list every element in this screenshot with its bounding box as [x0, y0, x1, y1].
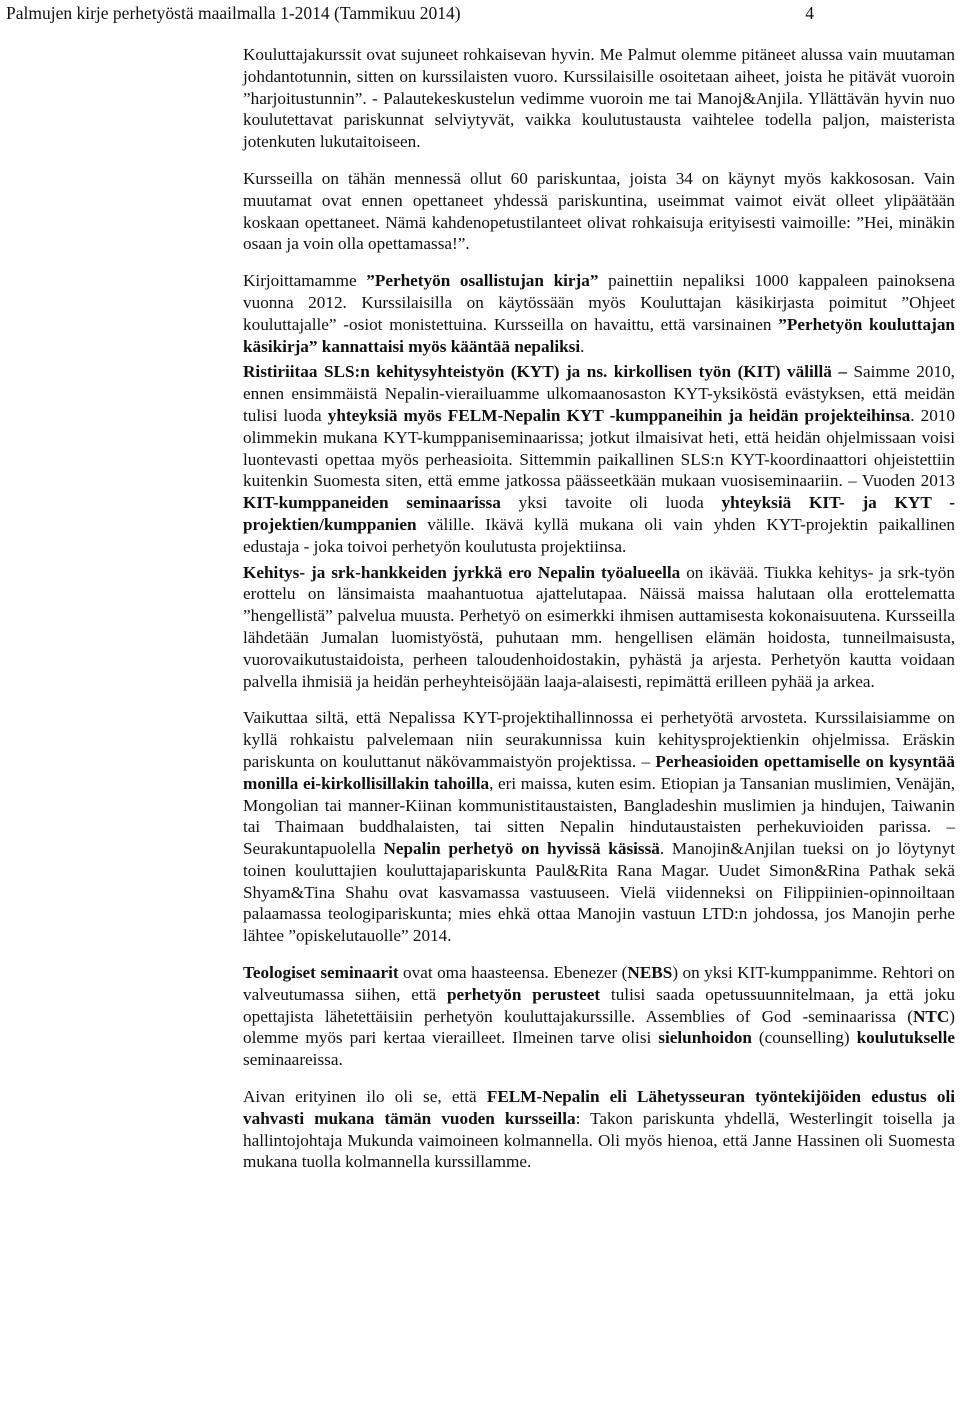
text-segment: Saimme 2010, ennen ensimmäistä Nepalin-vierailuamme ulkomaanosaston KYT-yksiköstä evästyksen, että meidän tulisi luoda [243, 362, 955, 425]
paragraph-1 [243, 44, 955, 153]
text-segment: , eri maissa, kuten esim. Etiopian ja Tansanian muslimien, Venäjän, Mongolian tai manner-Kiinan kommunistitaustaisten, Bangladeshin muslimien ja hindujen, Taiwanin tai Thaimaan buddhalaisten, tai sitten Nepalin hindutaustaisten perhekuvioiden parissa. – Seurakuntapuolella [243, 773, 955, 859]
paragraph-6 [243, 707, 955, 947]
text-segment: ovat oma haasteensa. Ebenezer ( [398, 963, 628, 983]
text-segment: tulisi saada opetussuunnitelmaan, ja että joku opettajista lähetettäisiin perhetyön kouluttajakurssille. Assemblies of God -seminaarissa ( [243, 984, 955, 1026]
text-segment: Kursseilla on tähän mennessä ollut 60 pariskuntaa, joista 34 on käynyt myös kakkososan. Vain muutamat ovat ennen opettaneet yhdessä pariskuntina, useimmat vaimot eivät olleet ylipäätään koskaan opettaneet. Nämä kahdenopetustilanteet olivat rohkaisuja erityisesti vaimoille: ”Hei, minäkin osaan ja voin olla opettamassa!”. [243, 168, 955, 254]
body-text [243, 44, 955, 1188]
text-segment: seminaareissa. [243, 1050, 343, 1070]
text-segment: Vaikuttaa siltä, että Nepalissa KYT-projektihallinnossa ei perhetyötä arvosteta. Kurssilaisiamme on kyllä rohkaistu palvelemaan niin seurakunnissa kuin kehitysprojektienkin ohjelmissa. Eräskin pariskunta on kouluttanut näkövammaistyön projektissa. – [243, 708, 955, 771]
bold-text-segment: yhteyksiä KIT- ja KYT -projektien/kumppanien [243, 493, 955, 534]
paragraph-4 [243, 361, 955, 557]
text-segment: välille. Ikävä kyllä mukana oli vain yhden KYT-projektin paikallinen edustaja - joka toivoi perhetyön koulutusta projektiinsa. [243, 514, 955, 556]
bold-text-segment: Nepalin perhetyö on hyvissä käsissä [383, 839, 660, 859]
bold-text-segment: FELM-Nepalin eli Lähetysseuran työntekijöiden edustus oli vahvasti mukana tämän vuoden kursseilla [243, 1087, 955, 1128]
text-segment: yksi tavoite oli luoda [500, 493, 722, 513]
bold-text-segment: NEBS [627, 963, 673, 983]
page-header [6, 2, 814, 24]
text-segment: . Manojin&Anjilan tueksi on jo löytynyt toinen kouluttajien kouluttajapariskunta Paul&Rita Rana Magar. Uudet Simon&Rina Pathak sekä Shyam&Tina Shahu ovat kasvamassa vastuuseen. Vielä viidenneksi on Filippiinien-opinnoiltaan palaamassa teologipariskunta; mies ehkä ottaa Manojin vastuun LTD:n johdossa, jos Manojin perhe lähtee ”opiskelutauolle” 2014. [243, 839, 956, 946]
bold-text-segment: NTC [912, 1006, 950, 1026]
bold-text-segment: koulutukselle [856, 1028, 955, 1048]
text-segment: painettiin nepaliksi 1000 kappaleen painoksena vuonna 2012. Kurssilaisilla on käytössään myös Kouluttajan käsikirjasta poimitut ”Ohjeet kouluttajalle” -osiot monistettuina. Kursseilla on havaittu, että varsinainen [243, 271, 955, 334]
bold-text-segment: Perheasioiden opettamiselle on kysyntää monilla ei-kirkollisillakin tahoilla [243, 751, 955, 793]
text-segment: Aivan erityinen ilo oli se, että [243, 1087, 487, 1107]
bold-text-segment: ”Perhetyön osallistujan kirja” [366, 271, 599, 291]
text-segment: ) olemme myös pari kertaa vierailleet. Ilmeinen tarve olisi [243, 1006, 955, 1048]
text-segment: on ikävää. Tiukka kehitys- ja srk-työn erottelu on länsimaista maahantuotua ajattelutapaa. Näissä maissa halutaan olla erottelematta ”hengellistä” palvelua muusta. Perhetyö on esimerkki ihmisen auttamisesta kokonaisuutena. Kursseilla lähdetään Jumalan luomistyöstä, puhutaan mm. hengellisen elämän hoidosta, tunneilmaisusta, vuorovaikutustaidoista, perheen taloudenhoidostakin, pyhästä ja arjesta. Perhetyön kautta voidaan palvella ihmisiä ja heidän perheyhteisöjään laaja-alaisesti, repimättä erilleen pyhää ja arkea. [243, 562, 955, 691]
bold-text-segment: yhteyksiä myös FELM-Nepalin KYT -kumppaneihin ja heidän projekteihinsa [327, 405, 911, 425]
bold-text-segment: – [838, 362, 847, 382]
bold-text-segment: ”Perhetyön kouluttajan käsikirja” kannattaisi myös kääntää nepaliksi [243, 314, 955, 356]
header-title: Palmujen kirje perhetyöstä maailmalla 1-2014 (Tammikuu 2014) [6, 3, 461, 23]
bold-text-segment: Kehitys- ja srk-hankkeiden jyrkkä ero Nepalin työalueella [243, 562, 681, 582]
text-segment: (counselling) [751, 1028, 857, 1048]
paragraph-3 [243, 270, 955, 357]
bold-text-segment: sielunhoidon [658, 1028, 752, 1048]
bold-text-segment: perhetyön perusteet [446, 984, 601, 1004]
bold-text-segment: Ristiriitaa SLS:n kehitysyhteistyön (KYT) ja ns. kirkollisen työn (KIT) välillä [243, 362, 832, 382]
paragraph-2 [243, 168, 955, 255]
bold-text-segment: Teologiset seminaarit [243, 963, 399, 983]
paragraph-7 [243, 962, 955, 1071]
paragraph-5 [243, 562, 955, 693]
text-segment: : Takon pariskunta yhdellä, Westerlingit toisella ja hallintojohtaja Mukunda vaimoineen kolmannella. Oli myös hienoa, että Janne Hassinen oli Suomesta mukana tuolla kolmannella kurssillamme. [243, 1108, 955, 1172]
text-segment: . [580, 336, 585, 356]
bold-text-segment: KIT-kumppaneiden seminaarissa [243, 493, 501, 513]
text-segment: Kirjoittamamme [243, 271, 367, 291]
text-segment: ) on yksi KIT-kumppanimme. Rehtori on valveutumassa siihen, että [243, 963, 955, 1004]
text-segment: Kouluttajakurssit ovat sujuneet rohkaisevan hyvin. Me Palmut olemme pitäneet alussa vain muutaman johdantotunnin, sitten on kurssilaisten vuoro. Kurssilaisille osoitetaan aiheet, joista he pitävät vuoroin ”harjoitustunnin”. - Palautekeskustelun vedimme vuoroin me tai Manoj&Anjila. Yllättävän hyvin nuo koulutettavat pariskunnat selviytyvät, vaikka koulutustausta vaihtelee todella paljon, maisterista jotenkuten lukutaitoiseen. [243, 45, 955, 152]
paragraph-8 [243, 1086, 955, 1173]
text-segment: . 2010 olimmekin mukana KYT-kumppaniseminaarissa; jotkut ilmaisivat heti, että heidän ohjelmissaan voisi luontevasti opettaa myös perheasioita. Sittemmin paikallinen SLS:n KYT-koordinaattori ohjeistettiin kuitenkin Suomesta siten, että emme jatkossa päässeetkään mukaan vuosiseminaariin. – Vuoden 2013 [243, 405, 955, 491]
page-number: 4 [805, 3, 814, 23]
